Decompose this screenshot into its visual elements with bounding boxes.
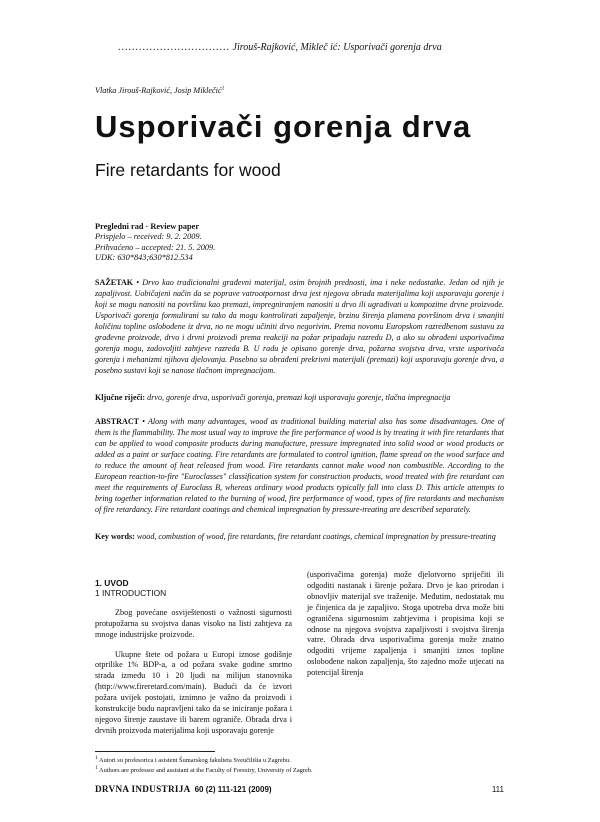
article-title: Usporivači gorenja drva (95, 109, 472, 144)
author-footnote-marker: 1 (221, 85, 225, 92)
sazetak-label: SAŽETAK (95, 278, 134, 287)
body-paragraph-2-continued: (usporivačima gorenja) može djelotvorno spriječiti ili odgoditi nastanak i širenje požara. Drvo je kao prirodan i obnovljiv materijal sve traženije. Međutim, nedostatak mu je činjenica da je zapaljivo. Stoga upotreba drva može biti ograničena sigurnosnim zahtjevima i propisima koji se odnose na njegova svojstva zapaljivosti i svojstva širenja vatre. Obrada drva usporivačima gorenja može znatno odgoditi vrijeme zapaljenja i smanjiti iznos topline oslobođene nakon zapaljenja, što zajedno može utjecati na potencijal širenja (307, 570, 504, 678)
keywords-hr-label: Ključne riječi: (95, 393, 146, 402)
paper-type: Pregledni rad · Review paper (95, 222, 200, 231)
abstract-croatian (95, 277, 504, 376)
running-head-text: Jirouš-Rajković, Mikleč ić: Usporivači gorenja drva (232, 42, 442, 53)
running-head (118, 42, 503, 53)
body-paragraph-2: Ukupne štete od požara u Europi iznose godišnje otprilike 1% BDP-a, a od požara svake godine smrtno strada između 10 i 20 ljudi na milijun stanovnika (http://www.fireretard.com/main). Budući da će izvori požara uvijek postojati, iznimno je važno da proizvodi i konstrukcije budu napravljeni tako da se iniciranje požara i njegovo širenje zaustave ili barem ograniče. Obrada drva i drvnih proizvoda materijalima koji usporavaju gorenje (95, 649, 292, 735)
accepted-date: Prihvaćeno – accepted: 21. 5. 2009. (95, 242, 216, 252)
keywords-hr-text: drvo, gorenje drva, usporivači gorenja, premazi koji usporavaju gorenje, tlačna impregnacija (147, 393, 451, 402)
keywords-croatian (95, 392, 504, 403)
body-paragraph-1: Zbog povećane osviještenosti o važnosti sigurnosti protupožarna su svojstva danas visoko na listi zahtjeva za mnoge industrijske proizvode. (95, 607, 292, 639)
body-column-left (95, 570, 292, 737)
keywords-english (95, 531, 504, 542)
keywords-en-text: wood, combustion of wood, fire retardants, fire retardant coatings, chemical impregnation by pressure-treating (136, 532, 496, 541)
keywords-en-label: Key words: (95, 532, 135, 541)
udk-code: UDK: 630*843;630*812.534 (95, 253, 193, 263)
journal-name: DRVNA INDUSTRIJA (95, 784, 191, 794)
abstract-label: ABSTRACT (95, 417, 140, 426)
abstract-text: • Along with many advantages, wood as traditional building material also has some disadvantages. One of them is the flammability. The most usual way to improve the fire performance of wood is by treating it with fire retardants that can be applied to wood composite products during manufacture, pressure impregnated into solid wood or wood products or added as a paint or surface coating. Fire retardants are formulated to control ignition, flame spread on the wood surface and to reduce the amount of heat released from wood. Fire retardants cannot make wood non combustible. According to the European reaction-to-fire "Euroclasses" classification system for construction products, wood treated with fire retardant can meet the requirements of Euroclass B, whereas ordinary wood products typically fall into class D. This article attempts to bring together information related to the burning of wood, fire performance of wood, types of fire retardants and mechanism of fire retardancy. Fire retardant coatings and chemical impregnation by pressure-treating are described separately. (95, 417, 504, 515)
running-head-dots: ................................ (118, 42, 230, 53)
article-subtitle: Fire retardants for wood (95, 160, 281, 180)
authors (95, 86, 224, 95)
article-meta (95, 222, 215, 264)
journal-issue: 60 (2) 111-121 (2009) (194, 785, 272, 794)
footnote-hr: $^1$ Autori su profesorica i asistent Šumarskog fakulteta Sveučilišta u Zagrebu. (95, 754, 291, 764)
abstract-english (95, 416, 504, 515)
footnote-rule (95, 751, 215, 752)
page-footer (95, 784, 504, 794)
section-heading (95, 578, 292, 599)
section-heading-en: 1 INTRODUCTION (95, 588, 167, 599)
footnote-en: $^1$ Authors are professor and assistant at the Faculty of Forestry, University of Zagreb. (95, 764, 313, 774)
section-heading-hr: 1. UVOD (95, 578, 129, 588)
sazetak-text: • Drvo kao tradicionalni građevni materijal, osim brojnih prednosti, ima i neke nedostatke. Jedan od njih je zapaljivost. Uobičajeni način da se poprave vatrootpornost drva jest njegova obrada materijalima koji usporavaju gorenje i koji se mogu nanositi na površinu kao premazi, impregniranjem nanositi u drvo ili ugrađivati u kompozitne drvne proizvode. Usporivači gorenja formulirani su tako da mogu kontrolirati zapaljenje, brzinu širenja plamena površinom drva i smanjiti količinu topline oslobođene iz drva, no ne mogu učiniti drvo negorivim. Prema novomu Europskom razredbenom sustavu za građevne proizvode, drvo i drvni proizvodi prema reakciji na požar pripadaju razredu D, a ako su obrađeni usporivačima gorenja mogu, zadovoljiti zahtjeve razreda B. U radu je opisano gorenje drva, požarna svojstva drva, vrste usporivača gorenja i mehanizmi njihova djelovanja. Posebno su obrađeni prekrivni materijali (premazi) koji usporavaju gorenje drva, a posebno sustavi koji se nanose tlačnom impregnacijom. (95, 278, 504, 376)
footnotes (95, 756, 313, 775)
authors-names: Vlatka Jirouš-Rajković, Josip Miklečić (95, 86, 222, 95)
body-column-right (307, 570, 504, 679)
page-number: 111 (491, 785, 504, 794)
received-date: Prispjelo – received: 9. 2. 2009. (95, 232, 202, 242)
